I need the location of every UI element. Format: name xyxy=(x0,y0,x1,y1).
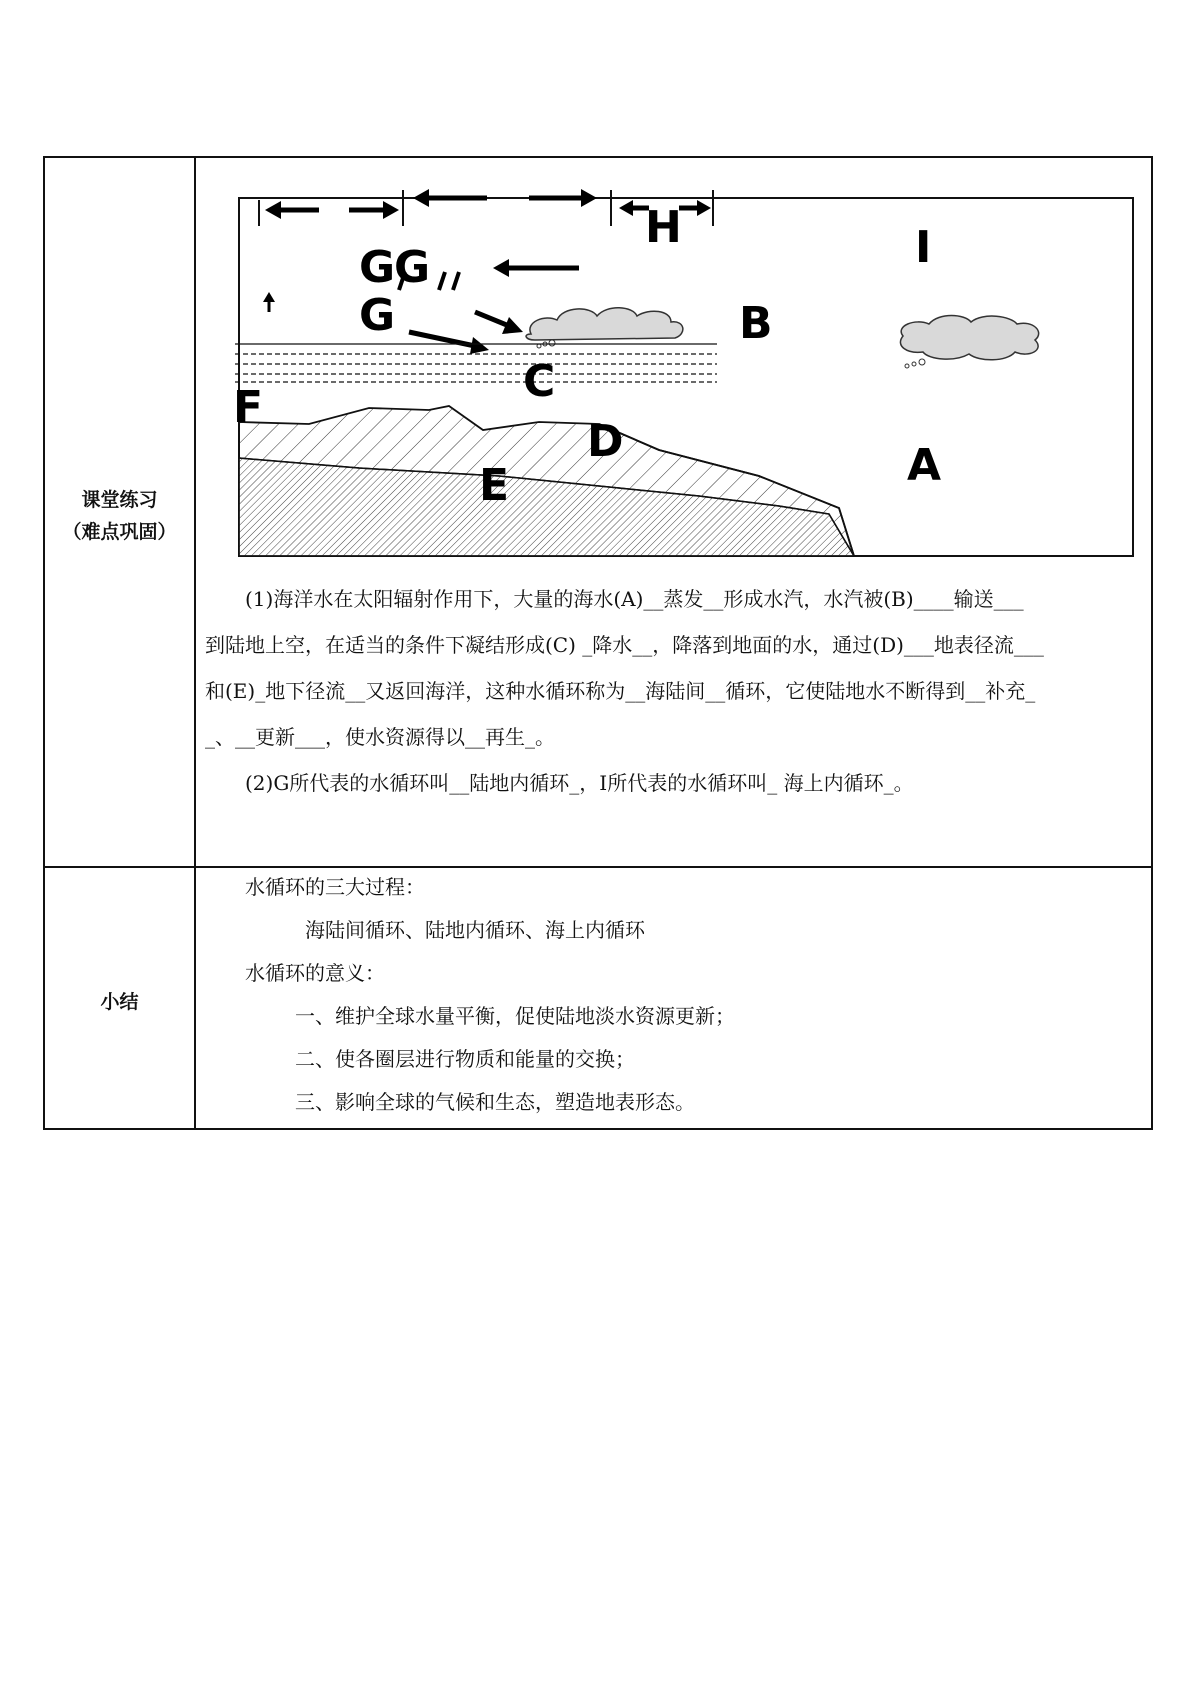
diagram-label-h: H xyxy=(645,202,682,253)
column-divider xyxy=(194,158,196,1128)
practice-label-line1: 课堂练习 xyxy=(81,489,158,511)
summary-point-1: 一、维护全球水量平衡，促使陆地淡水资源更新； xyxy=(295,1004,735,1028)
diagram-label-g3: G xyxy=(359,290,396,341)
practice-row-label xyxy=(45,484,194,548)
water-cycle-diagram xyxy=(233,186,1139,562)
summary-content xyxy=(245,866,735,1124)
diagram-label-b: B xyxy=(739,298,773,349)
summary-cycles: 海陆间循环、陆地内循环、海上内循环 xyxy=(305,918,645,942)
diagram-label-c: C xyxy=(523,356,556,407)
question1-line4: _、__更新___，使水资源得以__再生_。 xyxy=(205,725,555,749)
diagram-label-g2: G xyxy=(394,242,431,293)
practice-label-line2: （难点巩固） xyxy=(62,521,177,543)
summary-point-3: 三、影响全球的气候和生态，塑造地表形态。 xyxy=(295,1090,695,1114)
diagram-label-g1: G xyxy=(359,242,396,293)
diagram-label-i: I xyxy=(915,222,932,273)
cloud-sea xyxy=(900,316,1038,369)
question2-line1: (2)G所代表的水循环叫__陆地内循环_，I所代表的水循环叫_ 海上内循环_。 xyxy=(245,771,914,795)
question1-line3: 和(E)_地下径流__又返回海洋，这种水循环称为__海陆间__循环，它使陆地水不断得到__补充_ xyxy=(205,679,1036,703)
diagram-label-a: A xyxy=(907,440,942,491)
summary-title-processes: 水循环的三大过程： xyxy=(245,875,425,899)
question-block xyxy=(205,576,1125,806)
diagram-label-e: E xyxy=(479,460,510,511)
summary-row-label: 小结 xyxy=(100,991,139,1013)
lesson-table xyxy=(43,156,1153,1130)
cloud-land xyxy=(526,308,683,348)
question1-line2: 到陆地上空，在适当的条件下凝结形成(C) _降水__，降落到地面的水，通过(D)___地表径流___ xyxy=(205,633,1044,657)
diagram-label-d: D xyxy=(587,416,624,467)
diagram-label-f: F xyxy=(233,382,264,433)
summary-point-2: 二、使各圈层进行物质和能量的交换； xyxy=(295,1047,635,1071)
question1-line1: (1)海洋水在太阳辐射作用下，大量的海水(A)__蒸发__形成水汽，水汽被(B)____输送___ xyxy=(245,587,1024,611)
summary-title-significance: 水循环的意义： xyxy=(245,961,385,985)
